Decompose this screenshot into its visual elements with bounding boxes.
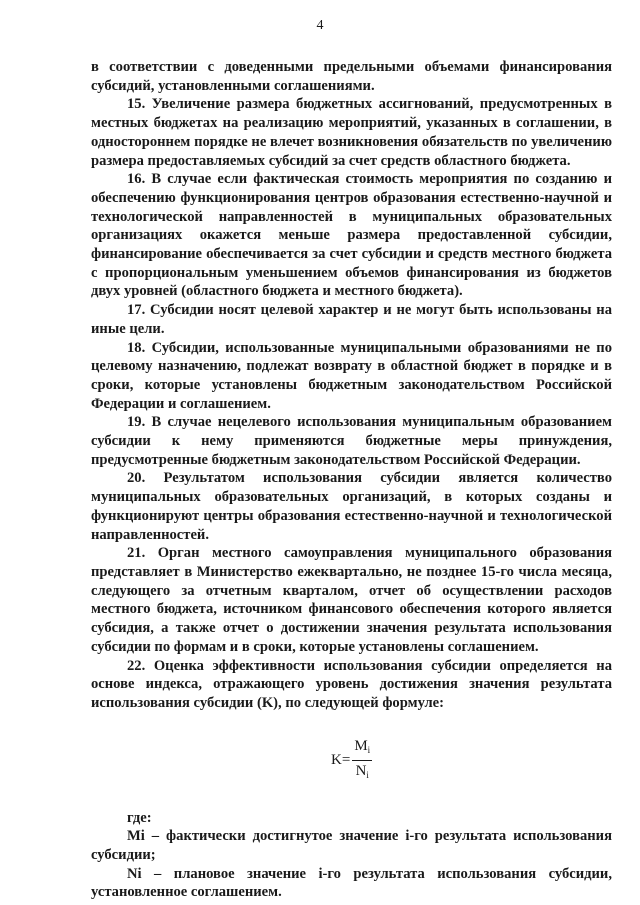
paragraph-21: 21. Орган местного самоуправления муниципального образования представляет в Министерство ежеквартально, не позднее 15-го числа месяца, следующего за отчетным кварталом, отчет об осуществлении расходов местного бюджета, источником финансового обеспечения которого является субсидия, а также отчет о достижении значения результата использования субсидии по формам и в сроки, которые установлены соглашением.: [91, 545, 612, 655]
paragraph-22: 22. Оценка эффективности использования субсидии определяется на основе индекса, отражающего уровень достижения значения результата использования субсидии (K), по следующей формуле:: [91, 657, 612, 711]
paragraph-15: 15. Увеличение размера бюджетных ассигнований, предусмотренных в местных бюджетах на реализацию мероприятий, указанных в соглашении, в одностороннем порядке не влечет возникновения обязательств по увеличению размера предоставляемых субсидий за счет средств областного бюджета.: [91, 96, 612, 169]
paragraph-20: 20. Результатом использования субсидии является количество муниципальных образовательных организаций, в которых созданы и функционируют центры образования естественно-научной и технологической направленностей.: [91, 470, 612, 543]
numerator-symbol: M: [354, 737, 368, 754]
denominator-symbol: N: [355, 763, 367, 780]
page-number: 4: [316, 18, 324, 33]
formula-numerator: [352, 737, 372, 762]
definition-mi: Mi – фактически достигнутое значение i-го результата использования субсидии;: [91, 828, 612, 864]
formula-fraction: [352, 737, 372, 785]
definition-ni: Ni – плановое значение i-го результата использования субсидии, установленное соглашением.: [91, 865, 612, 901]
numerator-subscript: i: [367, 744, 371, 755]
formula-block: [91, 719, 612, 789]
formula-equals: =: [341, 752, 351, 769]
paragraph-17: 17. Субсидии носят целевой характер и не могут быть использованы на иные цели.: [91, 302, 612, 337]
document-body: [91, 58, 612, 902]
paragraph-19: 19. В случае нецелевого использования муниципальным образованием субсидии к нему применяются бюджетные меры принуждения, предусмотренные бюджетным законодательством Российской Федерации.: [91, 414, 612, 468]
paragraph-16: 16. В случае если фактическая стоимость мероприятия по созданию и обеспечению функционирования центров образования естественно-научной и технологической направленностей в муниципальных образовательных организациях окажется меньше размера предоставленной субсидии, финансирование обеспечивается за счет субсидии и средств местного бюджета с пропорциональным уменьшением объемов финансирования из бюджетов двух уровней (областного бюджета и местного бюджета).: [91, 171, 612, 300]
paragraph-18: 18. Субсидии, использованные муниципальными образованиями не по целевому назначению, подлежат возврату в областной бюджет в порядке и в сроки, которые установлены бюджетным законодательством Российской Федерации и соглашением.: [91, 339, 612, 412]
formula-denominator: [354, 761, 371, 785]
where-label: где:: [127, 809, 152, 826]
formula-lhs: K: [331, 752, 342, 769]
denominator-subscript: i: [366, 770, 369, 781]
formula: [331, 737, 372, 785]
paragraph-continuation: в соответствии с доведенными предельными объемами финансирования субсидий, установленными соглашениями.: [91, 59, 612, 94]
